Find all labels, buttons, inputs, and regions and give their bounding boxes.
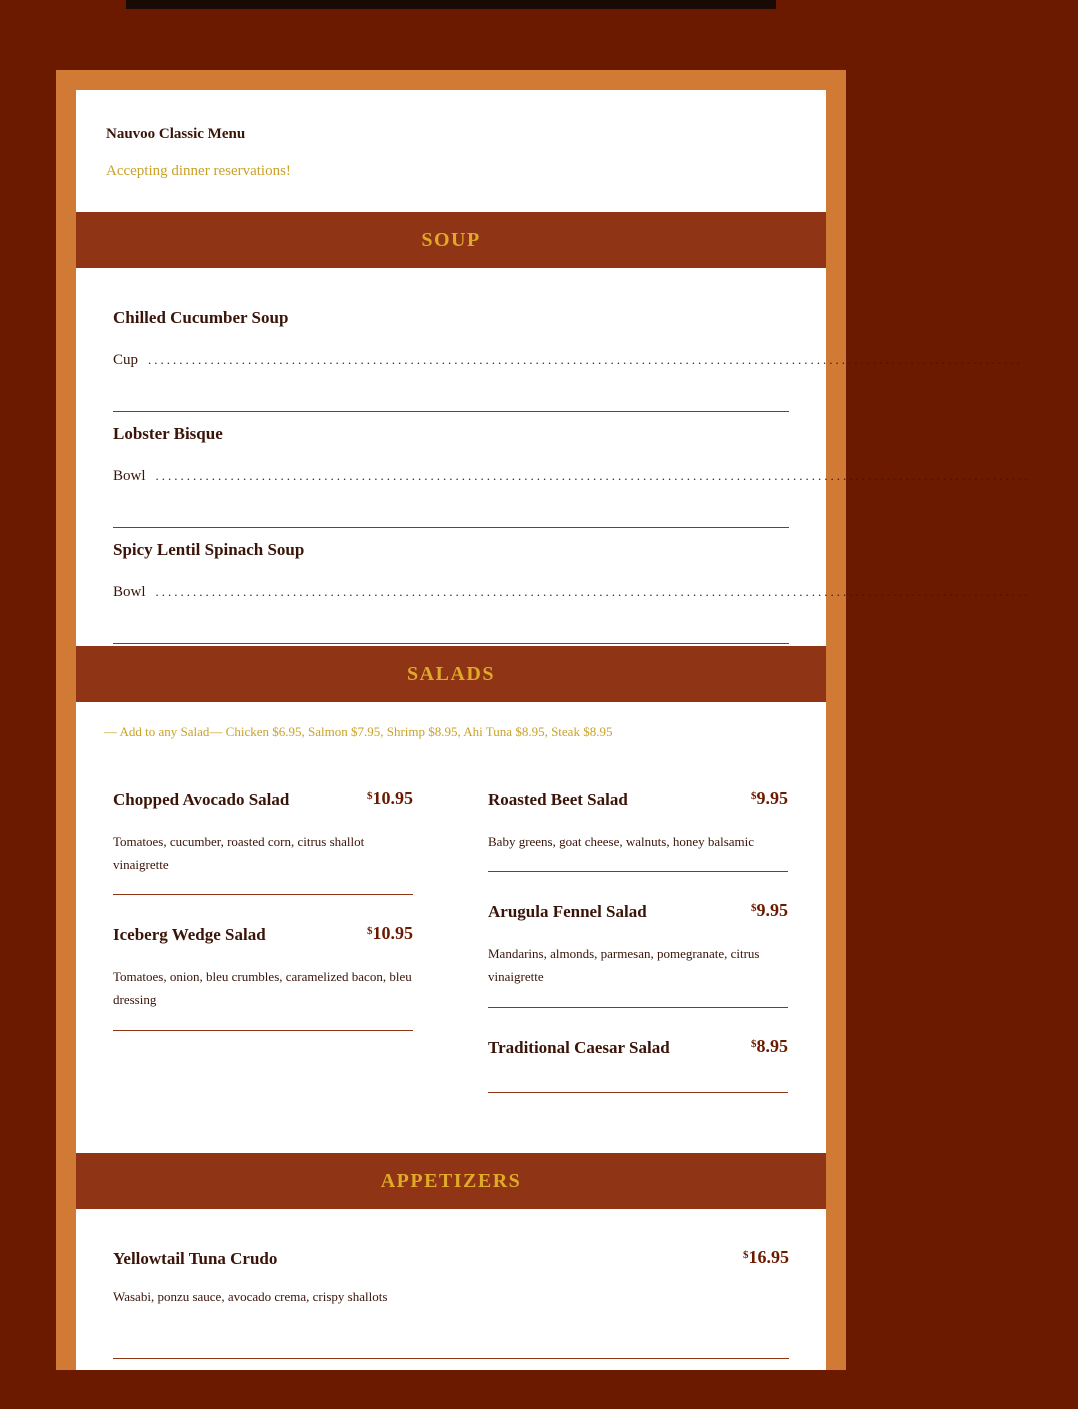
item-price xyxy=(1041,580,1078,601)
soup-item xyxy=(113,412,1078,528)
price-value: 10.95 xyxy=(372,788,413,808)
currency-symbol: $ xyxy=(1040,582,1047,594)
size-price-row xyxy=(113,348,1071,369)
price-value: 10.95 xyxy=(372,923,413,943)
price-value: 9.95 xyxy=(756,788,788,808)
item-name: Iceberg Wedge Salad xyxy=(113,925,266,944)
menu-subtitle: Accepting dinner reservations! xyxy=(106,163,291,179)
item-price xyxy=(1041,464,1078,485)
salad-item xyxy=(488,1008,788,1093)
soup-item xyxy=(113,296,1071,412)
menu-card xyxy=(76,90,1078,1370)
salads-column-right xyxy=(488,778,788,1093)
currency-symbol: $ xyxy=(367,925,373,937)
menu-frame xyxy=(56,70,1078,1370)
salad-item xyxy=(113,778,413,895)
price-value: 6.95 xyxy=(1038,348,1071,368)
section-heading-appetizers: APPETIZERS xyxy=(76,1153,826,1209)
item-price xyxy=(1033,348,1070,369)
currency-symbol: $ xyxy=(751,902,757,914)
item-description: Wasabi, ponzu sauce, avocado crema, crispy shallots xyxy=(113,1289,388,1304)
price-value: 7.95 xyxy=(1046,580,1078,600)
size-label: Bowl xyxy=(113,584,146,600)
size-label: Cup xyxy=(113,352,139,368)
currency-symbol: $ xyxy=(751,1038,757,1050)
salads-column-left xyxy=(113,778,413,1031)
price-value: 9.95 xyxy=(756,900,788,920)
item-description: Tomatoes, onion, bleu crumbles, caramelized bacon, bleu dressing xyxy=(113,969,412,1007)
salad-item xyxy=(488,872,788,1008)
item-name: Roasted Beet Salad xyxy=(488,790,628,809)
dot-leader: ............................................................................................................................................ xyxy=(155,468,1031,483)
dot-leader: ............................................................................................................................................ xyxy=(148,352,1024,367)
item-description: Baby greens, goat cheese, walnuts, honey balsamic xyxy=(488,834,755,849)
item-name: Yellowtail Tuna Crudo xyxy=(113,1249,278,1268)
item-description: Tomatoes, cucumber, roasted corn, citrus shallot vinaigrette xyxy=(113,834,365,872)
item-price xyxy=(751,1036,788,1057)
currency-symbol: $ xyxy=(367,790,373,802)
currency-symbol: $ xyxy=(751,790,757,802)
salads-grid xyxy=(76,748,826,1153)
item-price xyxy=(743,1247,789,1268)
menu-title: Nauvoo Classic Menu xyxy=(106,126,246,142)
appetizer-item xyxy=(113,1237,789,1359)
item-description: Mandarins, almonds, parmesan, pomegranate, citrus vinaigrette xyxy=(488,946,760,984)
item-name: Traditional Caesar Salad xyxy=(488,1038,670,1057)
price-value: 16.95 xyxy=(748,1247,789,1267)
soup-item xyxy=(113,528,1078,644)
salad-addon-note: — Add to any Salad— Chicken $6.95, Salmon $7.95, Shrimp $8.95, Ahi Tuna $8.95, Steak $8.95 xyxy=(104,724,613,739)
item-price xyxy=(751,788,788,809)
size-price-row xyxy=(113,580,1078,601)
size-label: Bowl xyxy=(113,468,146,484)
item-name: Chopped Avocado Salad xyxy=(113,790,290,809)
section-heading-soup: SOUP xyxy=(76,212,826,268)
top-banner-bar xyxy=(126,0,776,9)
item-name: Chilled Cucumber Soup xyxy=(113,308,289,327)
currency-symbol: $ xyxy=(1040,466,1047,478)
price-value: 8.95 xyxy=(756,1036,788,1056)
currency-symbol: $ xyxy=(743,1249,749,1261)
size-price-row xyxy=(113,464,1078,485)
dot-leader: ............................................................................................................................................ xyxy=(155,584,1031,599)
item-name: Lobster Bisque xyxy=(113,424,223,443)
item-name: Spicy Lentil Spinach Soup xyxy=(113,540,305,559)
item-name: Arugula Fennel Salad xyxy=(488,902,647,921)
menu-intro xyxy=(76,90,826,212)
salad-item xyxy=(488,778,788,872)
section-heading-salads: SALADS xyxy=(76,646,826,702)
price-value: 9.95 xyxy=(1046,464,1078,484)
item-price xyxy=(367,788,413,809)
salad-item xyxy=(113,895,413,1031)
appetizers-list xyxy=(76,1209,826,1409)
item-price xyxy=(367,923,413,944)
item-price xyxy=(751,900,788,921)
currency-symbol: $ xyxy=(1033,350,1039,362)
soup-list xyxy=(76,268,1078,646)
